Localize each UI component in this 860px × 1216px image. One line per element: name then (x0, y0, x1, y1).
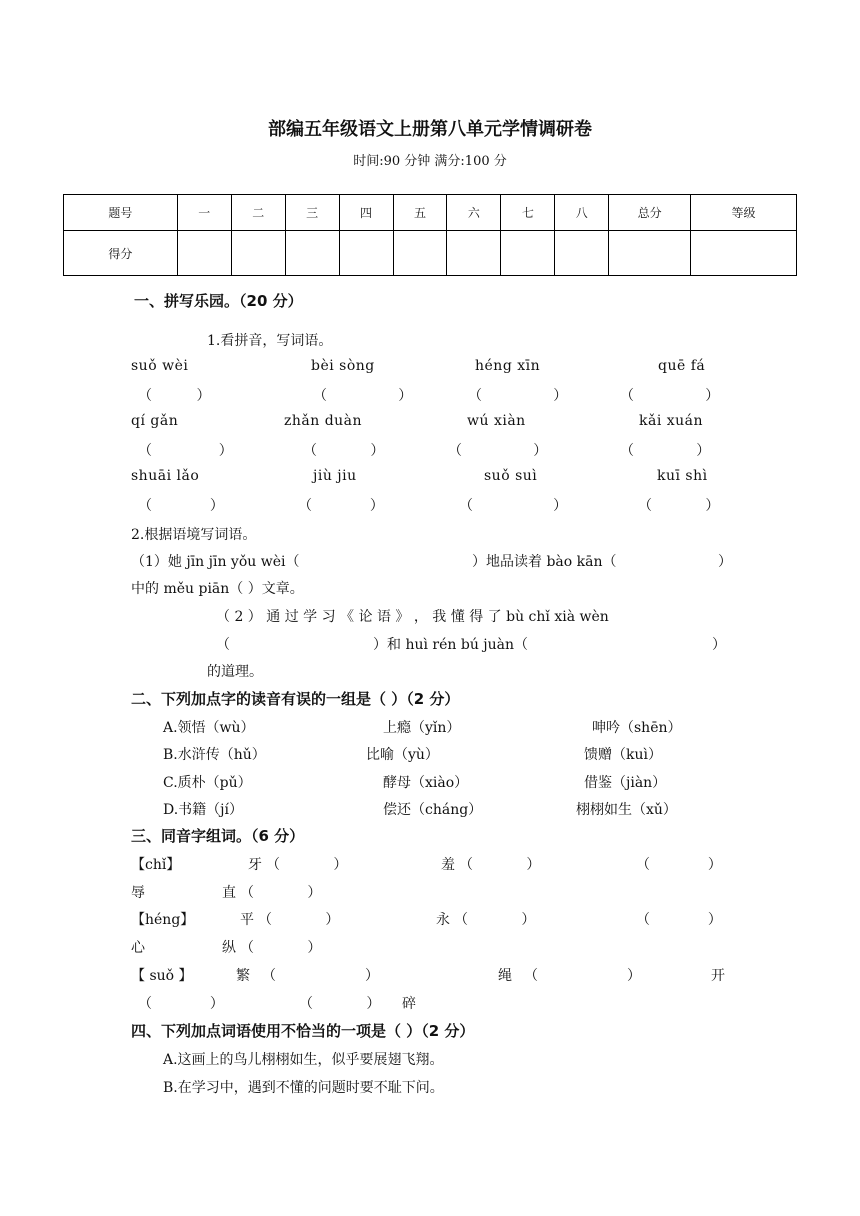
score-table-header-cell: 五 (393, 195, 447, 231)
answer-blank[interactable]: （ ） (138, 443, 233, 459)
section-2-heading: 二、下列加点字的读音有误的一组是（ ）（2 分） (131, 690, 460, 708)
answer-blank[interactable]: （ ） (258, 912, 340, 928)
answer-blank[interactable]: （ ） (240, 940, 322, 956)
answer-blank[interactable]: （ ） (636, 857, 722, 873)
pinyin-item: suǒ suì (484, 468, 538, 484)
option-item: 借鉴（jiàn） (584, 775, 667, 791)
score-table-header-cell: 二 (231, 195, 285, 231)
option-item: D.书籍（jí） (163, 802, 243, 818)
pinyin-item: kuī shì (657, 468, 708, 484)
q2-text: （ 2 ） 通 过 学 习 《 论 语 》 ， 我 懂 得 了 bù chǐ xià wèn (216, 609, 609, 625)
section-4-heading: 四、下列加点词语使用不恰当的一项是（ ）（2 分） (131, 1022, 475, 1040)
pinyin-item: suǒ wèi (131, 358, 189, 374)
option-item: 酵母（xiào） (383, 775, 469, 791)
score-input-cell[interactable] (285, 231, 339, 276)
score-table-header-cell: 七 (501, 195, 555, 231)
score-label-cell: 得分 (64, 231, 178, 276)
homophone-char: 纵 (222, 940, 236, 956)
homophone-char: 心 (131, 940, 145, 956)
answer-blank[interactable]: （ ） (454, 912, 536, 928)
answer-blank[interactable]: （ ） (459, 498, 568, 514)
option-item: A.领悟（wù） (163, 720, 255, 736)
answer-blank[interactable]: （ ） (313, 388, 413, 404)
q2-text: （1）她 jīn jīn yǒu wèi（ (131, 554, 300, 570)
homophone-char: 直 (222, 885, 236, 901)
q2-text: （ (216, 637, 230, 653)
score-input-cell[interactable] (339, 231, 393, 276)
answer-blank[interactable]: （ ） (266, 857, 348, 873)
option-item: 栩栩如生（xǔ） (576, 802, 677, 818)
score-input-cell[interactable] (393, 231, 447, 276)
q2-text: 中的 měu piān（ ）文章。 (131, 581, 304, 597)
score-table-score-row (64, 231, 797, 276)
pinyin-item: héng xīn (475, 358, 541, 374)
score-input-cell[interactable] (177, 231, 231, 276)
answer-blank-close: ） (718, 554, 732, 570)
homophone-char: 羞 (441, 857, 455, 873)
score-input-cell[interactable] (555, 231, 609, 276)
score-input-cell[interactable] (501, 231, 555, 276)
score-table-header-cell: 题号 (64, 195, 178, 231)
homophone-char: 碎 (402, 996, 416, 1012)
homophone-label: 【 suǒ 】 (131, 968, 193, 984)
score-table-header-cell: 总分 (609, 195, 691, 231)
score-table-header-cell: 等级 (691, 195, 797, 231)
answer-blank[interactable]: （ ） (448, 443, 548, 459)
score-input-cell[interactable] (447, 231, 501, 276)
score-table-header-cell: 六 (447, 195, 501, 231)
answer-blank[interactable]: （ ） (620, 443, 711, 459)
answer-blank[interactable]: （ ） (638, 498, 720, 514)
option-item: 上瘾（yǐn） (383, 720, 461, 736)
homophone-char: 辱 (131, 885, 145, 901)
option-item: B.水浒传（hǔ） (163, 747, 266, 763)
homophone-char: 永 (436, 912, 450, 928)
score-input-cell[interactable] (691, 231, 797, 276)
homophone-char: 牙 (248, 857, 262, 873)
page-title: 部编五年级语文上册第八单元学情调研卷 (268, 119, 592, 140)
pinyin-item: jiù jiu (313, 468, 357, 484)
option-item: 馈赠（kuì） (584, 747, 662, 763)
answer-blank[interactable]: （ ） (262, 968, 380, 984)
q2-text: ）地品读着 bào kān（ (472, 554, 617, 570)
pinyin-item: qí gǎn (131, 413, 179, 429)
score-table-header-cell: 八 (555, 195, 609, 231)
homophone-label: 【héng】 (131, 912, 195, 928)
option-item: B.在学习中，遇到不懂的问题时要不耻下问。 (163, 1080, 444, 1096)
answer-blank[interactable]: （ ） (636, 912, 722, 928)
answer-blank[interactable]: （ ） (303, 443, 385, 459)
q2-text: 的道理。 (207, 664, 263, 680)
q2-text: ）和 huì rén bú juàn（ (373, 637, 529, 653)
homophone-char: 繁 (236, 968, 250, 984)
answer-blank[interactable]: （ ） (459, 857, 541, 873)
homophone-char: 绳 (498, 968, 512, 984)
answer-blank[interactable]: （ ） (138, 388, 211, 404)
answer-blank-close: ） (712, 637, 726, 653)
answer-blank[interactable]: （ ） (468, 388, 568, 404)
score-table-header-cell: 三 (285, 195, 339, 231)
pinyin-item: shuāi lǎo (131, 468, 200, 484)
pinyin-item: zhǎn duàn (284, 413, 363, 429)
score-table-header-cell: 四 (339, 195, 393, 231)
option-item: A.这画上的鸟儿栩栩如生，似乎要展翅飞翔。 (163, 1052, 444, 1068)
score-table-header-row (64, 195, 797, 231)
answer-blank[interactable]: （ ） (524, 968, 642, 984)
score-table (63, 194, 797, 276)
score-input-cell[interactable] (231, 231, 285, 276)
pinyin-item: bèi sòng (311, 358, 375, 374)
answer-blank[interactable]: （ ） (298, 498, 384, 514)
homophone-char: 平 (240, 912, 254, 928)
answer-blank[interactable]: （ ） (620, 388, 720, 404)
option-item: 呻吟（shēn） (592, 720, 682, 736)
pinyin-item: quē fá (658, 358, 706, 374)
score-input-cell[interactable] (609, 231, 691, 276)
q1-label: 1.看拼音，写词语。 (207, 333, 333, 349)
section-1-heading: 一、拼写乐园。（20 分） (134, 292, 303, 310)
answer-blank[interactable]: （ ） (138, 996, 224, 1012)
score-table-header-cell: 一 (177, 195, 231, 231)
exam-meta: 时间:90 分钟 满分:100 分 (353, 154, 507, 169)
option-item: 比喻（yù） (366, 747, 439, 763)
section-3-heading: 三、同音字组词。（6 分） (131, 827, 305, 845)
pinyin-item: wú xiàn (467, 413, 526, 429)
pinyin-item: kǎi xuán (639, 413, 704, 429)
option-item: C.质朴（pǔ） (163, 775, 252, 791)
answer-blank[interactable]: （ ） (299, 996, 381, 1012)
homophone-char: 开 (711, 968, 725, 984)
option-item: 偿还（cháng） (383, 802, 483, 818)
answer-blank[interactable]: （ ） (138, 498, 224, 514)
homophone-label: 【chǐ】 (131, 857, 181, 873)
q2-label: 2.根据语境写词语。 (131, 527, 257, 543)
answer-blank[interactable]: （ ） (240, 885, 322, 901)
